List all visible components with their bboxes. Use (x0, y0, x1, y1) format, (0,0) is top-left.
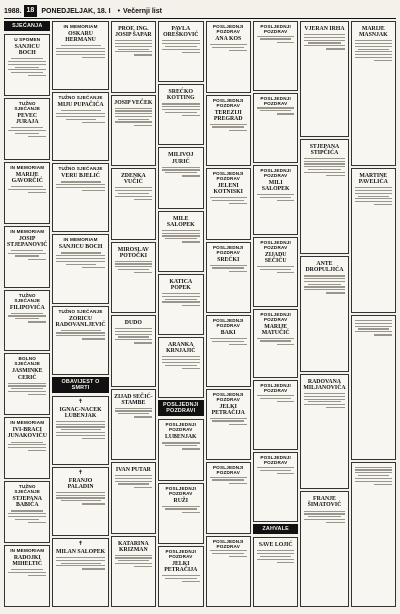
deceased-name: MILIVOJ JURIĆ (168, 152, 194, 165)
obituary-notice (4, 290, 50, 352)
deceased-name: SREĆKO KOTTING (166, 89, 195, 102)
issue-date: PONEDJELJAK, 18. I (41, 7, 111, 15)
notice-header: TUŽNO SJEĆANJE (14, 100, 41, 111)
deceased-name: JOSIP VEČEK (114, 99, 153, 106)
obituary-notice (52, 396, 108, 465)
masthead (4, 4, 396, 19)
column-4 (158, 21, 203, 607)
deceased-name: SREĆKI (217, 256, 240, 263)
separator-dot: • (117, 7, 121, 15)
obituary-notice (206, 389, 251, 461)
obituary-notice (4, 162, 50, 224)
deceased-name: STJEPANA BABIĆA (12, 496, 42, 509)
obituary-notice (351, 168, 396, 313)
section-header-remembrance: SJEĆANJA (4, 21, 50, 31)
obituary-notice (300, 491, 348, 607)
deceased-name: VERU BJELIĆ (61, 173, 100, 180)
deceased-name: PROF. ING. JOSIP ŠAPAR (115, 26, 152, 39)
notice-header: POSLJEDNJI POZDRAV (212, 97, 244, 108)
notice-columns (4, 21, 396, 607)
column-3 (111, 21, 156, 607)
obituary-notice (52, 467, 108, 536)
deceased-name: VJERAN IRHA (304, 26, 345, 32)
notice-header: TUŽNO SJEĆANJE (14, 292, 41, 303)
deceased-name: ZIJADU SEČIĆU (264, 251, 287, 264)
obituary-notice (253, 309, 298, 379)
notice-header: TUŽNO SJEĆANJE (58, 166, 103, 172)
deceased-name: ZDENKA VUČIĆ (120, 173, 146, 186)
obituary-notice (4, 353, 50, 415)
notice-header: IN MEMORIAM (63, 24, 98, 29)
deceased-name: MARIJE GAVORČIĆ (11, 171, 43, 184)
obituary-notice (52, 92, 108, 161)
obituary-notice (4, 98, 50, 160)
obituary-notice (4, 226, 50, 288)
deceased-name: DUDO (124, 320, 142, 326)
obituary-notice (300, 139, 348, 255)
notice-header: POSLJEDNJI POZDRAV (212, 391, 244, 402)
notice-header: IN MEMORIAM (63, 237, 98, 243)
obituary-notice (4, 417, 50, 479)
deceased-name: MARIJE MASNJAK (358, 26, 388, 39)
deceased-name: RADOVANA MILJANOVIĆA (303, 378, 346, 391)
obituary-notice (300, 256, 348, 372)
notice-header: POSLJEDNJI POZDRAV (260, 167, 291, 178)
obituary-notice (253, 237, 298, 307)
obituary-notice (158, 147, 203, 208)
notice-header: POSLJEDNJI POZDRAV (260, 455, 291, 466)
deceased-name: JELKI PETRAČIJA (211, 403, 245, 416)
deceased-name: KATICA POPEK (169, 278, 193, 291)
obituary-notice (52, 21, 108, 90)
obituary-notice (206, 168, 251, 240)
column-6 (253, 21, 298, 607)
deceased-name: JASMINKE CERIĆ (11, 368, 43, 381)
column-7 (300, 21, 348, 607)
obituary-notice (52, 163, 108, 232)
deceased-name: JELENI KOTNISKI (213, 183, 243, 196)
deceased-name: MIROSLAV POTOČKI (117, 246, 149, 259)
obituary-notice (52, 234, 108, 303)
obituary-notice (158, 274, 203, 335)
notice-header: POSLJEDNJI POZDRAV (260, 95, 291, 106)
deceased-name: ZIJAD SEČIĆ-STAMBE (114, 393, 153, 406)
newspaper-name: Večernji list (123, 7, 162, 15)
cross-icon: ✝ (78, 540, 84, 547)
obituary-notice (351, 462, 396, 607)
year-label: 1988. (4, 7, 22, 15)
deceased-name: FILIPOVIĆA (9, 304, 45, 311)
cross-icon: ✝ (78, 398, 84, 405)
deceased-name: RADOJKI MIHELTIĆ (12, 555, 43, 568)
notice-header: BOLNO SJEĆANJE (14, 356, 41, 367)
deceased-name: IVI-BRACI JUNAKOVIĆU (7, 427, 47, 440)
section-header-last-farewells: POSLJEDNJI POZDRAVI (158, 400, 203, 416)
deceased-name: MARTINE PAVELIĆA (358, 173, 388, 186)
obituary-notice (111, 462, 156, 534)
obituary-notice (4, 34, 50, 96)
deceased-name: ZORICU RADOVANLJEVIĆ (55, 315, 106, 328)
obituary-notice (206, 536, 251, 608)
obituary-notice (158, 483, 203, 544)
notice-header: TUŽNO SJEĆANJE (58, 308, 103, 314)
notice-header: IN MEMORIAM (10, 420, 45, 426)
newspaper-page (4, 4, 396, 606)
notice-header: POSLJEDNJI POZDRAV (212, 244, 244, 255)
obituary-notice (111, 95, 156, 167)
notice-header: IN MEMORIAM (10, 228, 45, 234)
obituary-notice (206, 462, 251, 534)
deceased-name: ANA KOS (215, 36, 242, 42)
notice-header: IN MEMORIAM (10, 548, 45, 554)
section-header-thanks: ZAHVALE (253, 524, 298, 534)
obituary-notice (253, 93, 298, 163)
obituary-notice (111, 315, 156, 387)
notice-header: TUŽNO SJEĆANJE (14, 484, 41, 495)
obituary-notice (253, 21, 298, 91)
deceased-name: STJEPANA STIPČIĆA (309, 143, 340, 156)
obituary-notice (253, 165, 298, 235)
obituary-notice (52, 306, 108, 375)
deceased-name: ARANKA KRNJAJIĆ (166, 342, 196, 355)
deceased-name: LUBENJAK (164, 434, 197, 441)
deceased-name: SAVE LOJIĆ (258, 542, 293, 549)
column-1 (4, 21, 50, 607)
notice-header: TUŽNO SJEĆANJE (58, 95, 103, 101)
obituary-notice (4, 545, 50, 607)
obituary-notice (158, 419, 203, 480)
notice-header: POSLJEDNJI POZDRAV (260, 383, 291, 394)
obituary-notice (206, 242, 251, 314)
notice-header: POSLJEDNJI POZDRAV (212, 24, 244, 34)
obituary-notice (52, 538, 108, 607)
obituary-notice (253, 380, 298, 450)
deceased-name: SANJICU BOCH (14, 44, 40, 57)
deceased-name: PEVEC JURAJA (15, 112, 39, 125)
deceased-name: MIJU PUPAČIĆA (57, 102, 104, 109)
obituary-notice (158, 84, 203, 145)
notice-header: POSLJEDNJI POZDRAV (212, 171, 244, 181)
cross-icon: ✝ (78, 469, 84, 476)
obituary-notice (111, 168, 156, 240)
notice-header: POSLJEDNJI POZDRAV (165, 485, 197, 496)
notice-header: U SPOMEN (14, 37, 41, 42)
notice-header: POSLJEDNJI POZDRAV (260, 311, 291, 322)
deceased-name: MARIJE MATUČIĆ (261, 323, 290, 336)
deceased-name: FRANJE ŠIMATOVIĆ (307, 496, 342, 509)
notice-header: POSLJEDNJI POZDRAV (260, 24, 291, 34)
deceased-name: JELKI PETRAČIJA (164, 560, 198, 573)
obituary-notice (158, 21, 203, 82)
obituary-notice (4, 481, 50, 543)
obituary-notice (253, 452, 298, 522)
obituary-notice (300, 374, 348, 490)
deceased-name: TEREZIJI PREGRAD (213, 109, 243, 122)
obituary-notice (206, 21, 251, 93)
column-2 (52, 21, 108, 607)
obituary-notice (111, 389, 156, 461)
obituary-notice (206, 315, 251, 387)
obituary-notice (158, 546, 203, 607)
deceased-name: MILI SALOPEK (261, 179, 290, 192)
notice-header: IN MEMORIAM (10, 164, 45, 170)
notice-header: POSLJEDNJI POZDRAV (212, 538, 244, 549)
obituary-notice (111, 242, 156, 314)
deceased-name: MILE SALOPEK (166, 215, 195, 228)
notice-header: POSLJEDNJI POZDRAV (165, 548, 197, 559)
obituary-notice (158, 211, 203, 272)
deceased-name: OSKARU HERMANU (65, 31, 96, 44)
notice-header: POSLJEDNJI POZDRAV (212, 318, 244, 328)
obituary-notice (253, 537, 298, 607)
notice-header: POSLJEDNJI POZDRAV (165, 422, 197, 433)
obituary-notice (351, 315, 396, 460)
deceased-name: MILAN SALOPEK (55, 548, 106, 555)
deceased-name: IVAN PUTAR (115, 467, 151, 473)
deceased-name: KATARINA KRIZMAN (117, 540, 149, 553)
deceased-name: RUŽI (173, 497, 189, 504)
deceased-name: PAVLA OREŠKOVIĆ (163, 26, 199, 39)
deceased-name: SANJICU BOCH (58, 244, 103, 251)
obituary-notice (111, 21, 156, 93)
deceased-name: BAKI (220, 330, 236, 336)
column-8 (351, 21, 396, 607)
obituary-notice (111, 536, 156, 608)
section-header-death-notice: OBAVIJEST O SMRTI (52, 377, 108, 393)
obituary-notice (351, 21, 396, 166)
column-5 (206, 21, 251, 607)
obituary-notice (206, 95, 251, 167)
deceased-name: ANTE DROPULJIĆA (305, 261, 344, 274)
deceased-name: JOSIP STJEPANOVIĆ (7, 235, 48, 248)
notice-header: POSLJEDNJI POZDRAV (212, 465, 244, 475)
obituary-notice (158, 337, 203, 398)
obituary-notice (300, 21, 348, 137)
notice-header: POSLJEDNJI POZDRAV (260, 239, 291, 250)
deceased-name: IGNAC-NACEK LUBENJAK (59, 406, 102, 419)
deceased-name: FRANJO PALADIN (67, 477, 94, 490)
page-number: 18 (24, 5, 38, 17)
